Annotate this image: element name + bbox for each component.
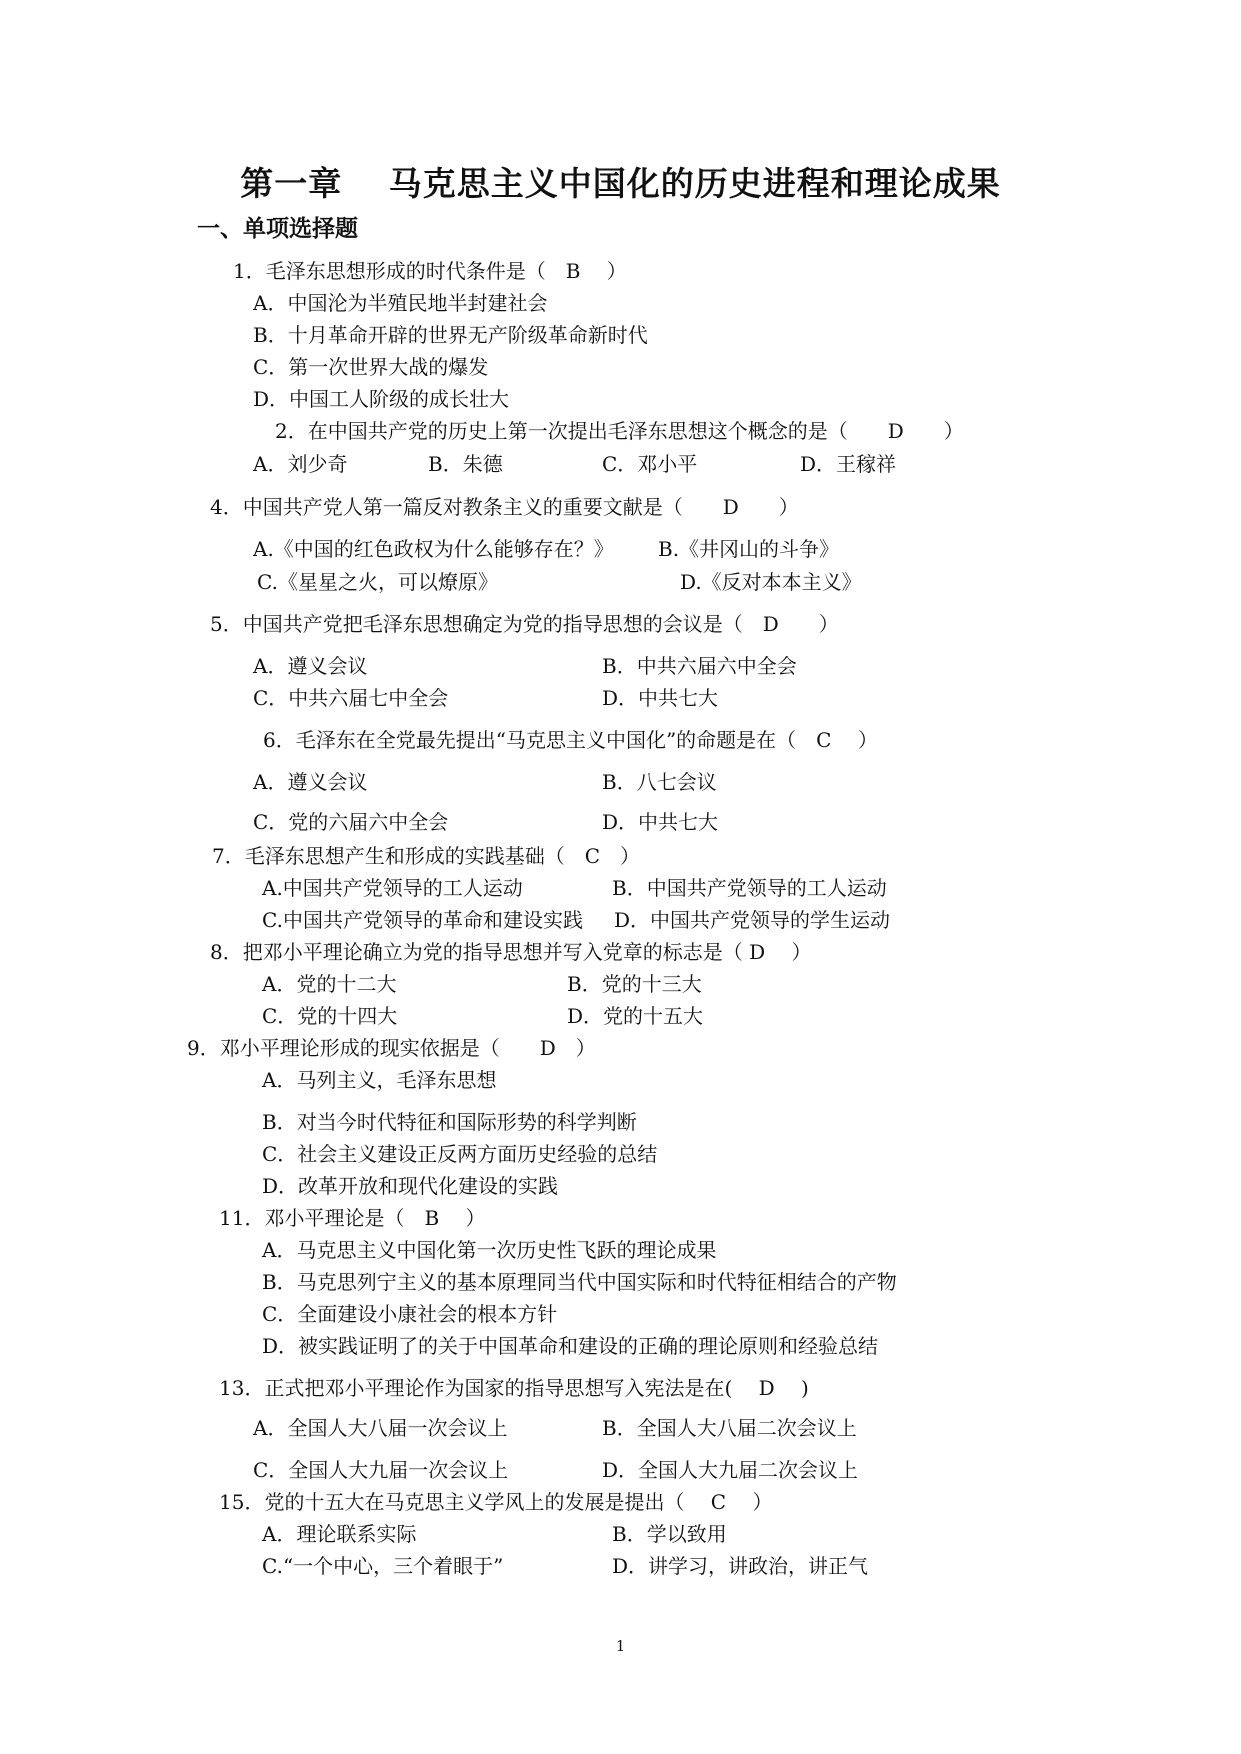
question-5-stem: 5．中国共产党把毛泽东思想确定为党的指导思想的会议是（ D ）	[210, 612, 839, 636]
question-11-option-b: B．马克思列宁主义的基本原理同当代中国实际和时代特征相结合的产物	[262, 1270, 897, 1294]
question-4-option-b: B.《井冈山的斗争》	[658, 537, 840, 561]
question-7-option-a: A.中国共产党领导的工人运动	[262, 876, 523, 900]
question-11-option-d: D．被实践证明了的关于中国革命和建设的正确的理论原则和经验总结	[262, 1334, 879, 1358]
question-1-stem: 1．毛泽东思想形成的时代条件是（ B ）	[233, 259, 627, 283]
question-1-option-d: D．中国工人阶级的成长壮大	[253, 387, 510, 411]
question-11-stem: 11．邓小平理论是（ B ）	[219, 1206, 486, 1230]
question-4-stem: 4．中国共产党人第一篇反对教条主义的重要文献是（ D ）	[210, 495, 799, 519]
question-2-option-a: A．刘少奇	[253, 452, 348, 476]
question-8-option-b: B．党的十三大	[567, 972, 702, 996]
question-5-option-b: B．中共六届六中全会	[602, 654, 797, 678]
question-2-option-b: B．朱德	[428, 452, 503, 476]
question-15-stem: 15．党的十五大在马克思主义学风上的发展是提出（ C ）	[219, 1490, 773, 1514]
question-13-stem: 13．正式把邓小平理论作为国家的指导思想写入宪法是在( D )	[219, 1376, 809, 1400]
question-8-option-a: A．党的十二大	[262, 972, 397, 996]
question-6-option-c: C．党的六届六中全会	[253, 810, 449, 834]
question-15-option-c: C.“一个中心，三个着眼于”	[262, 1554, 504, 1578]
question-7-option-b: B．中国共产党领导的工人运动	[612, 876, 887, 900]
question-15-option-b: B．学以致用	[612, 1522, 727, 1546]
question-9-option-a: A．马列主义，毛泽东思想	[262, 1068, 497, 1092]
question-11-option-a: A．马克思主义中国化第一次历史性飞跃的理论成果	[262, 1238, 717, 1262]
question-4-option-d: D.《反对本本主义》	[680, 570, 862, 594]
question-1-option-c: C．第一次世界大战的爆发	[253, 355, 489, 379]
question-15-option-a: A．理论联系实际	[262, 1522, 417, 1546]
question-13-option-d: D．全国人大九届二次会议上	[602, 1458, 859, 1482]
question-7-stem: 7．毛泽东思想产生和形成的实践基础（ C ）	[212, 844, 641, 868]
question-6-stem: 6．毛泽东在全党最先提出“马克思主义中国化”的命题是在（ C ）	[263, 728, 878, 752]
question-7-option-c: C.中国共产党领导的革命和建设实践	[262, 908, 583, 932]
question-11-option-c: C．全面建设小康社会的根本方针	[262, 1302, 558, 1326]
question-4-option-a: A.《中国的红色政权为什么能够存在？》	[253, 537, 614, 561]
section-heading: 一、单项选择题	[197, 215, 358, 242]
question-4-option-c: C.《星星之火，可以燎原》	[257, 570, 498, 594]
question-8-option-d: D．党的十五大	[567, 1004, 704, 1028]
question-5-option-d: D．中共七大	[602, 686, 719, 710]
question-9-option-c: C．社会主义建设正反两方面历史经验的总结	[262, 1142, 658, 1166]
question-6-option-d: D．中共七大	[602, 810, 719, 834]
question-9-option-d: D．改革开放和现代化建设的实践	[262, 1174, 559, 1198]
question-9-stem: 9．邓小平理论形成的现实依据是（ D ）	[187, 1036, 596, 1060]
question-8-stem: 8．把邓小平理论确立为党的指导思想并写入党章的标志是（ D ）	[210, 940, 812, 964]
chapter-title: 第一章 马克思主义中国化的历史进程和理论成果	[240, 164, 1001, 203]
question-1-option-b: B．十月革命开辟的世界无产阶级革命新时代	[253, 323, 648, 347]
page-number: 1	[615, 1637, 626, 1655]
question-9-option-b: B．对当今时代特征和国际形势的科学判断	[262, 1110, 637, 1134]
question-6-option-b: B．八七会议	[602, 770, 717, 794]
question-6-option-a: A．遵义会议	[253, 770, 368, 794]
question-8-option-c: C．党的十四大	[262, 1004, 398, 1028]
question-13-option-b: B．全国人大八届二次会议上	[602, 1416, 857, 1440]
question-13-option-a: A．全国人大八届一次会议上	[253, 1416, 508, 1440]
question-5-option-a: A．遵义会议	[253, 654, 368, 678]
question-2-stem: 2．在中国共产党的历史上第一次提出毛泽东思想这个概念的是（ D ）	[275, 419, 964, 443]
question-7-option-d: D．中国共产党领导的学生运动	[614, 908, 891, 932]
question-2-option-c: C．邓小平	[602, 452, 698, 476]
question-5-option-c: C．中共六届七中全会	[253, 686, 449, 710]
question-13-option-c: C．全国人大九届一次会议上	[253, 1458, 509, 1482]
question-15-option-d: D．讲学习，讲政治，讲正气	[612, 1554, 869, 1578]
question-1-option-a: A．中国沦为半殖民地半封建社会	[253, 291, 548, 315]
question-2-option-d: D．王稼祥	[800, 452, 897, 476]
